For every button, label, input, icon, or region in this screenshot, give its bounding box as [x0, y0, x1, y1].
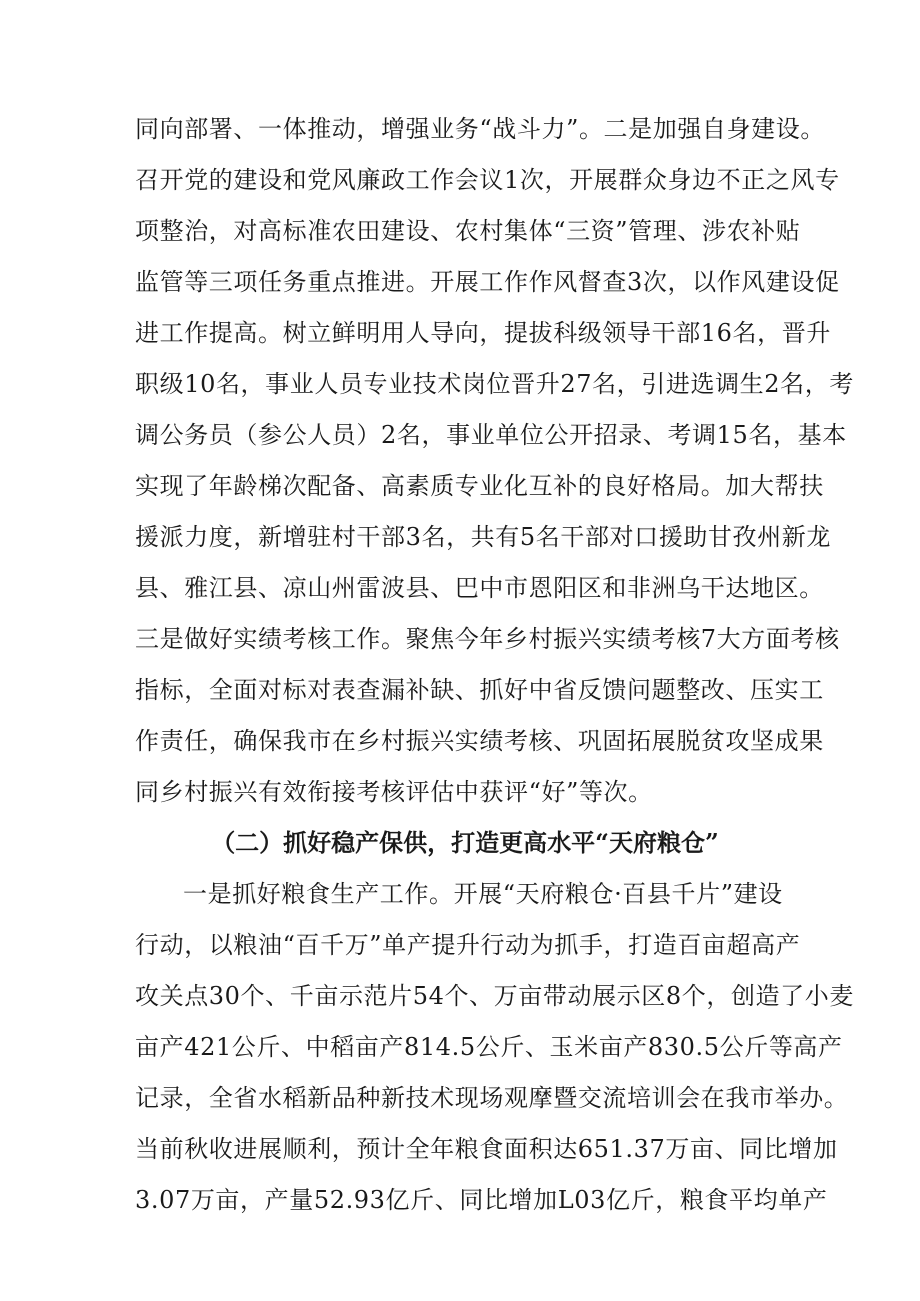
- text-line: 一是抓好粮食生产工作。开展“天府粮仓·百县千片”建设: [183, 880, 783, 908]
- text-line: 同乡村振兴有效衔接考核评估中获评“好”等次。: [135, 778, 653, 806]
- text-line: 召开党的建设和党风廉政工作会议1次，开展群众身边不正之风专: [135, 166, 840, 194]
- text-line: 同向部署、一体推动，增强业务“战斗力”。二是加强自身建设。: [135, 115, 825, 143]
- text-line: 监管等三项任务重点推进。开展工作作风督查3次，以作风建设促: [135, 268, 840, 296]
- text-line: 调公务员（参公人员）2名，事业单位公开招录、考调15名，基本: [135, 421, 847, 449]
- text-line: 作责任，确保我市在乡村振兴实绩考核、巩固拓展脱贫攻坚成果: [135, 727, 824, 755]
- text-line: 进工作提高。树立鲜明用人导向，提拔科级领导干部16名，晋升: [135, 319, 831, 347]
- text-line: 县、雅江县、凉山州雷波县、巴中市恩阳区和非洲乌干达地区。: [135, 574, 824, 602]
- text-line: 当前秋收进展顺利，预计全年粮食面积达651.37万亩、同比增加: [135, 1135, 838, 1163]
- section-heading: （二）抓好稳产保供，打造更高水平“天府粮仓”: [211, 828, 719, 857]
- text-line: 指标，全面对标对表查漏补缺、抓好中省反馈问题整改、压实工: [135, 676, 824, 704]
- text-line: 三是做好实绩考核工作。聚焦今年乡村振兴实绩考核7大方面考核: [135, 625, 840, 653]
- text-line: 3.07万亩，产量52.93亿斤、同比增加L03亿斤，粮食平均单产: [135, 1186, 828, 1214]
- text-line: 行动，以粮油“百千万”单产提升行动为抓手，打造百亩超高产: [135, 931, 801, 959]
- text-line: 援派力度，新增驻村干部3名，共有5名干部对口援助甘孜州新龙: [135, 523, 831, 551]
- text-line: 亩产421公斤、中稻亩产814.5公斤、玉米亩产830.5公斤等高产: [135, 1033, 843, 1061]
- text-line: 项整治，对高标准农田建设、农村集体“三资”管理、涉农补贴: [135, 217, 801, 245]
- text-line: 攻关点30个、千亩示范片54个、万亩带动展示区8个，创造了小麦: [135, 982, 854, 1010]
- text-line: 职级10名，事业人员专业技术岗位晋升27名，引进选调生2名，考: [135, 370, 854, 398]
- text-line: 记录，全省水稻新品种新技术现场观摩暨交流培训会在我市举办。: [135, 1084, 849, 1112]
- text-line: 实现了年龄梯次配备、高素质专业化互补的良好格局。加大帮扶: [135, 472, 824, 500]
